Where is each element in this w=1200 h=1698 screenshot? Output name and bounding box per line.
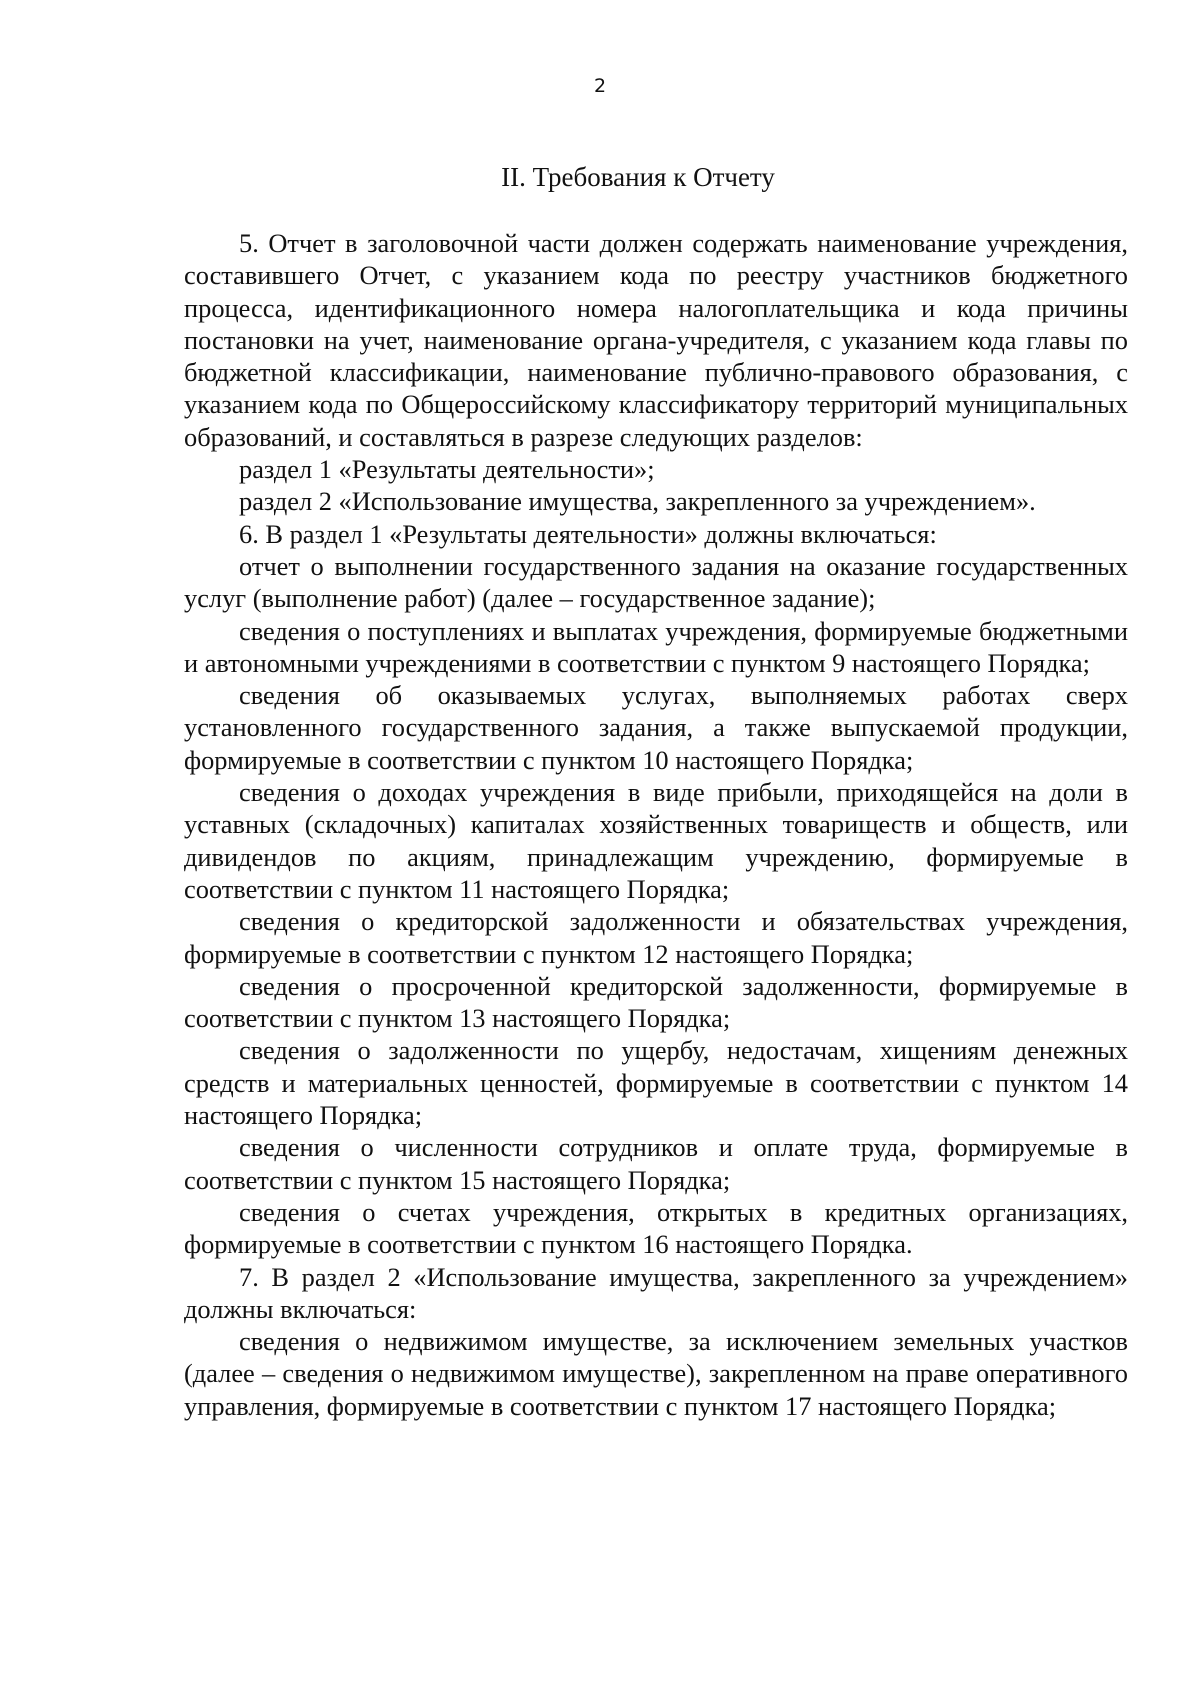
list-item-damage-debt: сведения о задолженности по ущербу, недостачам, хищениям денежных средств и материальных ценностей, формируемые в соответствии с пунктом 14 настоящего Порядка;	[184, 1035, 1128, 1131]
list-item-staff-payroll: сведения о численности сотрудников и оплате труда, формируемые в соответствии с пунктом 15 настоящего Порядка;	[184, 1132, 1128, 1195]
paragraph-6: 6. В раздел 1 «Результаты деятельности» должны включаться:	[239, 518, 937, 549]
paragraph-7: 7. В раздел 2 «Использование имущества, закрепленного за учреждением» должны включаться:	[184, 1261, 1128, 1324]
list-item-payables: сведения о кредиторской задолженности и обязательствах учреждения, формируемые в соответствии с пунктом 12 настоящего Порядка;	[184, 906, 1128, 969]
list-item-overdue-payables: сведения о просроченной кредиторской задолженности, формируемые в соответствии с пунктом 13 настоящего Порядка;	[184, 970, 1128, 1034]
list-item-profit-income: сведения о доходах учреждения в виде прибыли, приходящейся на доли в уставных (складочных) капиталах хозяйственных товариществ и обществ, или дивидендов по акциям, принадлежащим учреждению, формируемые в соответствии с пунктом 11 настоящего Порядка;	[184, 777, 1128, 904]
paragraph-5: 5. Отчет в заголовочной части должен содержать наименование учреждения, составившего Отчет, с указанием кода по реестру участников бюджетного процесса, идентификационного номера налогоплательщика и кода причины постановки на учет, наименование органа-учредителя, с указанием кода главы по бюджетной классификации, наименование публично-правового образования, с указанием кода по Общероссийскому классификатору территорий муниципальных образований, и составляться в разрезе следующих разделов:	[184, 228, 1128, 452]
section-title: II. Требования к Отчету	[501, 162, 775, 192]
list-item-services-beyond-task: сведения об оказываемых услугах, выполняемых работах сверх установленного государственного задания, а также выпускаемой продукции, формируемые в соответствии с пунктом 10 настоящего Порядка;	[184, 680, 1128, 775]
list-item-section-2: раздел 2 «Использование имущества, закрепленного за учреждением».	[239, 486, 1036, 517]
list-item-section-1: раздел 1 «Результаты деятельности»;	[239, 454, 655, 485]
list-item-bank-accounts: сведения о счетах учреждения, открытых в кредитных организациях, формируемые в соответствии с пунктом 16 настоящего Порядка.	[184, 1196, 1128, 1260]
document-body	[184, 227, 1128, 1422]
list-item-state-task-report: отчет о выполнении государственного задания на оказание государственных услуг (выполнение работ) (далее – государственное задание);	[184, 550, 1128, 614]
page-number: 2	[593, 75, 607, 97]
list-item-receipts-payments: сведения о поступлениях и выплатах учреждения, формируемые бюджетными и автономными учреждениями в соответствии с пунктом 9 настоящего Порядка;	[184, 615, 1128, 678]
list-item-real-estate: сведения о недвижимом имуществе, за исключением земельных участков (далее – сведения о недвижимом имуществе), закрепленном на праве оперативного управления, формируемые в соответствии с пунктом 17 настоящего Порядка;	[184, 1326, 1128, 1421]
